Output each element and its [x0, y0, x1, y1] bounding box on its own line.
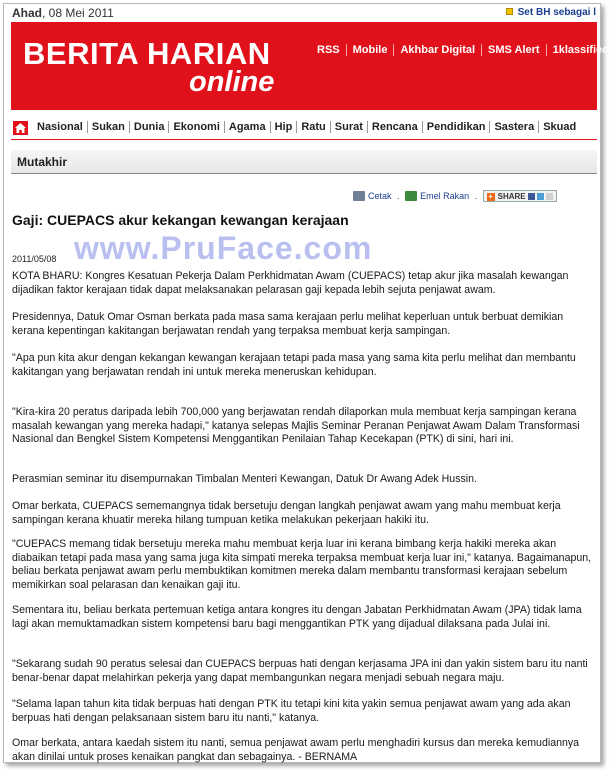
nav-item-skuad[interactable]: Skuad [538, 121, 580, 133]
article-date: 2011/05/08 [12, 254, 57, 264]
nav-item-ekonomi[interactable]: Ekonomi [168, 121, 223, 133]
facebook-icon [528, 193, 535, 200]
article-paragraph: Sementara itu, beliau berkata pertemuan ketiga antara kongres itu dengan Jabatan Perkhidmatan Awam (JPA) tidak lama lagi akan memuktamadkan sistem kompetensi baru bagi menggantikan PTK yang dijadual dilaksana pada Julai ini. [12, 604, 582, 630]
header-link-mobile[interactable]: Mobile [346, 44, 394, 56]
nav-item-nasional[interactable]: Nasional [37, 121, 83, 133]
home-icon[interactable] [13, 121, 28, 135]
top-bar [4, 4, 600, 22]
article-paragraph: "Apa pun kita akur dengan kekangan kewangan kerajaan tetapi pada masa yang sama kita perlu melihat dan membantu kakitangan yang berjawatan rendah ini untuk mereka meneruskan kehidupan. [12, 352, 576, 378]
page-frame [3, 3, 609, 763]
header-links [311, 44, 615, 56]
article-paragraph: "CUEPACS memang tidak bersetuju mereka mahu membuat kerja luar ini kerana bimbang kerja hakiki mereka akan diabaikan tetapi pada masa yang sama juga kita simpati mereka terpaksa membuat kerja luar ini," katanya. Bagaimanapun, beliau berkata penjawat awam perlu membuktikan komitmen mereka dalam membantu transformasi kerajaan sebelum memikirkan soal pelarasan dan kenaikan gaji itu. [12, 538, 592, 591]
email-icon [405, 191, 417, 201]
article-paragraph: "Sekarang sudah 90 peratus selesai dan CUEPACS berpuas hati dengan kerjasama JPA ini dan yakin sistem baru itu nanti benar-benar dapat melahirkan pekerja yang dapat membangunkan negara menjadi sebuah negara maju. [12, 658, 588, 684]
nav-item-sastera[interactable]: Sastera [489, 121, 538, 133]
header-link-rss[interactable]: RSS [317, 44, 340, 56]
email-share-icon [546, 193, 553, 200]
article-paragraph: KOTA BHARU: Kongres Kesatuan Pekerja Dalam Perkhidmatan Awam (CUEPACS) tetap akur jika masalah kewangan dijadikan faktor kerajaan tidak dapat melaksanakan pelarasan gaji kepada lebih sejuta penjawat awam. [12, 270, 569, 296]
nav-item-agama[interactable]: Agama [224, 121, 270, 133]
header-link-1klassified[interactable]: 1klassified [546, 44, 615, 56]
article-headline: Gaji: CUEPACS akur kekangan kewangan kerajaan [12, 212, 349, 228]
tools-separator-2: . [474, 191, 478, 201]
set-home-icon [506, 8, 513, 15]
nav-item-rencana[interactable]: Rencana [367, 121, 422, 133]
article-paragraph: Presidennya, Datuk Omar Osman berkata pada masa sama kerajaan perlu melihat keperluan untuk berbuat demikian kerana kepentingan kakitangan berjawatan rendah yang terpaksa membuat kerja sampingan. [12, 311, 564, 337]
nav-items [33, 121, 580, 133]
set-homepage-link[interactable]: Set BH sebagai l [506, 7, 596, 18]
article-tools [353, 190, 557, 202]
print-link[interactable]: Cetak [353, 191, 392, 201]
main-navigation [11, 116, 597, 140]
current-date: Ahad, 08 Mei 2011 [12, 6, 114, 20]
section-bar [11, 150, 597, 174]
header-link-akhbar-digital[interactable]: Akhbar Digital [393, 44, 481, 56]
article-paragraph: Perasmian seminar itu disempurnakan Timbalan Menteri Kewangan, Datuk Dr Awang Adek Hussin. [12, 473, 477, 485]
share-button[interactable]: + SHARE [483, 190, 557, 202]
site-header [11, 22, 609, 110]
section-title: Mutakhir [17, 155, 68, 169]
nav-item-surat[interactable]: Surat [330, 121, 367, 133]
nav-item-sukan[interactable]: Sukan [87, 121, 129, 133]
nav-item-pendidikan[interactable]: Pendidikan [422, 121, 490, 133]
share-plus-icon: + [488, 192, 493, 201]
printer-icon [353, 191, 365, 201]
twitter-icon [537, 193, 544, 200]
nav-item-dunia[interactable]: Dunia [129, 121, 169, 133]
article-paragraph: "Kira-kira 20 peratus daripada lebih 700,000 yang berjawatan rendah dilaporkan mula membuat kerja sampingan kerana masalah kewangan yang mereka hadapi," katanya selepas Majlis Seminar Peranan Penjawat Awam Dalam Transformasi Nasional dan Bengkel Sistem Kompetensi Menggantikan Penilaian Tahap Kecekapan (PTK) di sini, hari ini. [12, 406, 580, 445]
article-paragraph: Omar berkata, CUEPACS sememangnya tidak bersetuju dengan langkah penjawat awam yang mahu membuat kerja sampingan kerana khuatir mereka hilang tumpuan ketika melakukan pekerjaan hakiki itu. [12, 500, 561, 526]
article-paragraph: Omar berkata, antara kaedah sistem itu nanti, semua penjawat awam perlu menghadiri kursus dan mereka kemudiannya akan dinilai untuk proses kenaikan pangkat dan sebagainya. - BERNAMA [12, 737, 580, 763]
nav-item-ratu[interactable]: Ratu [296, 121, 329, 133]
article-paragraph: "Selama lapan tahun kita tidak berpuas hati dengan PTK itu tetapi kini kita yakin semua penjawat awam yang ada akan berpuas hati dengan pelaksanaan sistem baru itu nanti," katanya. [12, 698, 571, 724]
watermark-text: www.PruFace.com [74, 230, 373, 266]
nav-item-hip[interactable]: Hip [270, 121, 297, 133]
email-friend-link[interactable]: Emel Rakan [405, 191, 469, 201]
header-link-sms-alert[interactable]: SMS Alert [481, 44, 546, 56]
tools-separator-1: . [397, 191, 400, 201]
site-logo[interactable]: BERITA HARIAN [23, 36, 271, 71]
site-logo-online: online [189, 66, 275, 98]
